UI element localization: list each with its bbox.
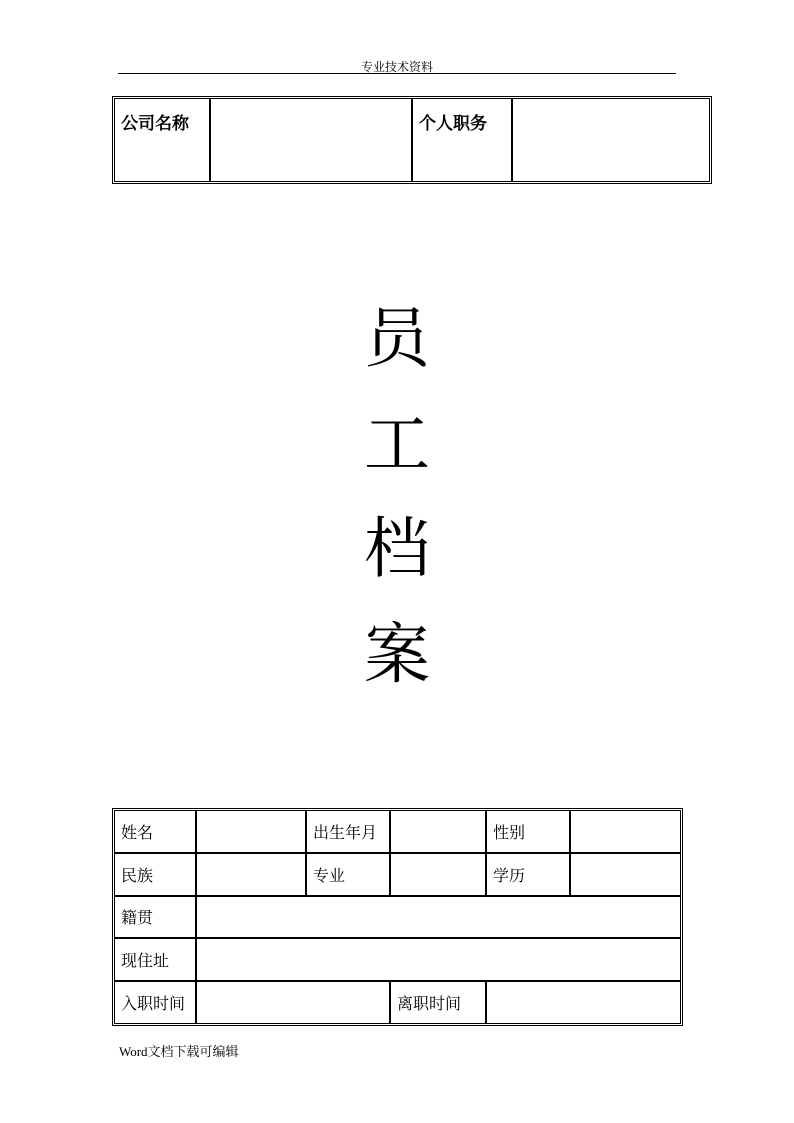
address-label: 现住址 — [114, 938, 196, 981]
leave-date-label: 离职时间 — [390, 981, 486, 1024]
page-header: 专业技术资料 — [360, 60, 433, 74]
company-info-table — [112, 96, 712, 184]
major-field[interactable] — [390, 853, 486, 896]
major-label: 专业 — [306, 853, 390, 896]
education-label: 学历 — [486, 853, 570, 896]
leave-date-field[interactable] — [486, 981, 681, 1024]
personal-position-field[interactable] — [512, 98, 710, 182]
education-field[interactable] — [570, 853, 681, 896]
employee-form-table — [112, 808, 683, 1026]
birth-date-label: 出生年月 — [306, 810, 390, 853]
hire-date-field[interactable] — [196, 981, 390, 1024]
name-field[interactable] — [196, 810, 306, 853]
gender-field[interactable] — [570, 810, 681, 853]
company-name-label: 公司名称 — [114, 98, 210, 182]
ethnicity-field[interactable] — [196, 853, 306, 896]
native-place-field[interactable] — [196, 896, 681, 939]
title-char-1: 员 — [364, 300, 430, 377]
title-char-4: 案 — [364, 616, 430, 693]
personal-position-label: 个人职务 — [412, 98, 512, 182]
native-place-label: 籍贯 — [114, 896, 196, 939]
address-field[interactable] — [196, 938, 681, 981]
hire-date-label: 入职时间 — [114, 981, 196, 1024]
title-char-2: 工 — [364, 406, 430, 483]
title-char-3: 档 — [364, 510, 430, 587]
page-footer: Word文档下载可编辑 — [119, 1044, 239, 1059]
company-name-field[interactable] — [210, 98, 412, 182]
header-rule — [118, 73, 676, 74]
name-label: 姓名 — [114, 810, 196, 853]
birth-date-field[interactable] — [390, 810, 486, 853]
gender-label: 性别 — [486, 810, 570, 853]
ethnicity-label: 民族 — [114, 853, 196, 896]
